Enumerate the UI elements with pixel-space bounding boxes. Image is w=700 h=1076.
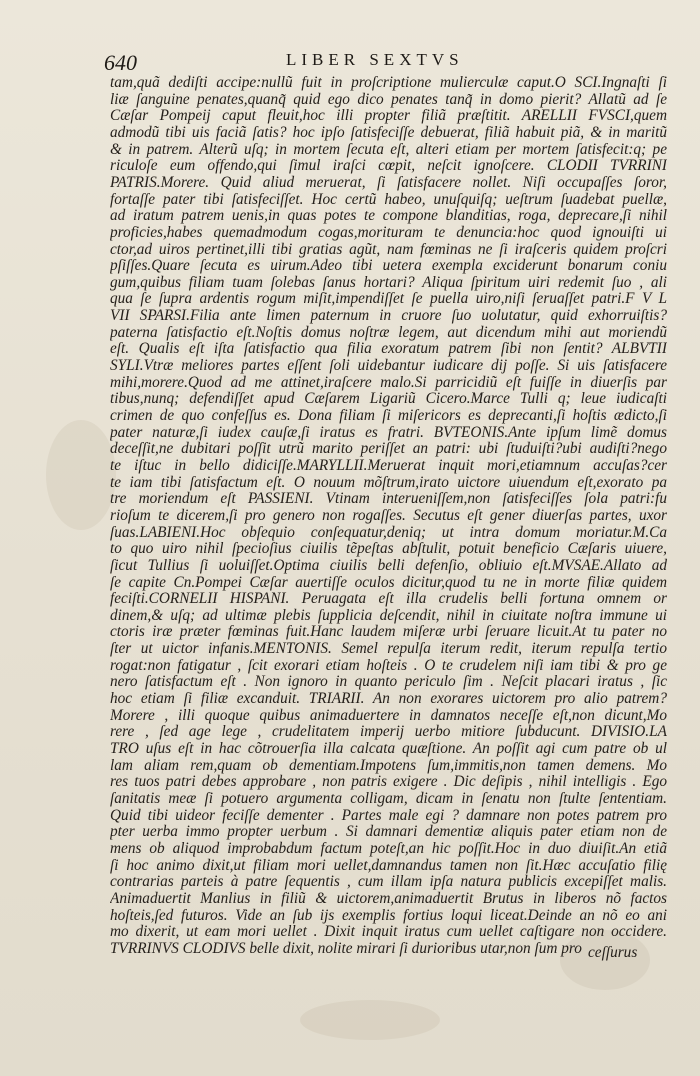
paper-stain xyxy=(46,420,116,530)
text-line: feciſti.CORNELII HISPANI. Peruagata eſt illa crudelis belli fortuna omnem or xyxy=(110,590,667,608)
running-head xyxy=(0,44,700,74)
text-line: SYLI.Vtræ meliores partes eſſent ſoli uidebantur iudicare dij poſſe. Si uis ſatisfacere xyxy=(110,357,667,375)
text-line: contrarias parteis à patre ſequentis , cum illam ipſa natura publicis excepiſſet malis. xyxy=(110,873,667,891)
text-line: ſi hoc animo dixit,ut filiam mori uellet,damnandus tamen non ſit.Hæc accuſatio filię xyxy=(110,856,667,874)
text-line: TVRRINVS CLODIVS belle dixit, nolite mirari ſi durioribus utar,non ſum pro xyxy=(110,939,582,957)
text-line: Animaduertit Manlius in filiũ & uictorem,animaduertit Brutus in liberos nõ factos xyxy=(110,889,667,907)
text-line: deceſſit,ne dubitari poſſit utrũ marito periſſet an patri: ubi ſtuduiſti?ubi audiſti?nego xyxy=(110,440,667,458)
text-line: crimen de quo confeſſus es. Dona filiam ſi miſericors es deprecanti,ſi hoſtis ædicto,ſi xyxy=(110,407,667,424)
text-line: riculoſe eum offendo,qui ſimul iraſci cœpit, neſcit ignoſcere. CLODII TVRRINI xyxy=(110,157,667,175)
text-line: tibus,nunq; defendiſſet apud Cæſarem Ligariũ Cicero.Marce Tulli q; leue iudicaſti xyxy=(110,390,667,408)
text-line: VII SPARSI.Filia ante limen paternum in cruore ſuo uolutatur, quid exhorruiſtis? xyxy=(110,307,667,325)
text-line: paterna ſatisfactio eſt.Noſtis domus noſtræ legem, aut dicendum mihi aut moriendũ xyxy=(110,323,667,341)
text-line: gum,quibus filiam tuam ſolebas ſanus hortari? Aliqua ſpiritum uiri redemit ſuo , ali xyxy=(110,273,667,291)
text-line: ſe capite Cn.Pompei Cæſar auertiſſe oculos dicitur,quod tu ne in morte filiæ quidem xyxy=(110,573,667,591)
text-line: Morere , illi quoque quibus animaduertere in damnatos neceſſe eſt,non dicunt,Mo xyxy=(110,706,667,724)
text-line: ſter ut uictor infanis.MENTONIS. Semel repulſa iterum redit, iterum repulſa tertio xyxy=(110,640,667,658)
text-line: TRO uſus eſt in hac cõtrouerſia illa calcata quæſtione. An poſſit agi cum patre ob ul xyxy=(110,740,667,757)
text-line: Cæſar Pompeij caput fleuit,hoc illi propter filiã præſtitit. ARELLII FVSCI,quem xyxy=(110,107,667,125)
text-line: mens ob aliquod improbabdum factum poteſt,an hic poſſit.Hoc in duo diuiſit.An etiã xyxy=(110,839,667,857)
text-line: te iſtuc in bello didiciſſe.MARYLLII.Meruerat inquit mori,etiamnum accuſas?cer xyxy=(110,456,667,474)
text-line: liæ ſanguine penates,quanq̃ quid ego dico penates tanq̃ in domo pierit? Allatũ ad ſe xyxy=(110,90,667,108)
text-line: te iam tibi ſatisfactum eſt. O nouum mõſtrum,irato uictore uiuendum eſt,exorato pa xyxy=(110,473,667,491)
text-line: rioſum te dicerem,ſi pro genero non rogaſſes. Secutus eſt gener diuerſas partes, uxor xyxy=(110,506,667,524)
text-line: mo dixerit, ut eam mori uellet . Dixit inquit iratus cum uellet caſtigare non occidere. xyxy=(110,923,667,941)
text-line: res tuos patri debes approbare , non patris exigere . Dic deſipis , nihil intelligis . Ego xyxy=(110,773,667,791)
page-number: 640 xyxy=(104,50,137,75)
text-line: rogat:non fatigatur , ſcit exorari etiam hoſteis . O te crudelem niſi iam tibi & pro ge xyxy=(110,656,667,674)
text-line: hoſteis,ſed futuros. Vide an ſub ijs exemplis fortius loqui liceat.Deinde an nõ eo ani xyxy=(110,906,667,924)
text-line: fortaſſe pater tibi ſatisfeciſſet. Hoc certũ habeo, unuſquiſq; ueſtrum ſuadebat puellæ, xyxy=(110,190,667,208)
text-line: pater naturæ,ſi iudex cauſæ,ſi iratus es fratri. BVTEONIS.Ante ipſum limẽ domus xyxy=(110,423,667,441)
running-head-title: LIBER SEXTVS xyxy=(286,50,464,69)
text-line: ctor,ad uiros pertinet,illi tibi gratias agũt, nam fœminas ne ſi iraſceris quidem proſcri xyxy=(110,240,667,258)
text-line: hoc etiam ſi filiæ excanduit. TRIARII. An non exorares uictorem pro alio patrem? xyxy=(110,690,667,708)
text-line: proficies,habes quemadmodum cogas,morituram te denuncia:hoc quod ignouiſti ui xyxy=(110,223,667,241)
text-line: Quid tibi uideor feciſſe dementer . Partes male egi ? damnare non potes patrem pro xyxy=(110,806,667,824)
text-line: admodũ tibi uis faciã ſatis? hoc ipſo ſatisfeciſſe debuerat, filiã habuit piã, & in maritũ xyxy=(110,123,667,141)
text-line: pſiſſes.Quare ſecuta es uirum.Adeo tibi uetera exempla exciderunt bonarum coniu xyxy=(110,257,667,275)
text-line: to quo uiro nihil ſpecioſius ciuilis tẽpeſtas abſtulit, potuit beneficio Cæſaris uiuere, xyxy=(110,540,667,558)
text-line: eſt. Qualis eſt iſta ſatisfactio qua filia exoratum patrem ſibi non ſentit? ALBVTII xyxy=(110,340,667,358)
text-line: ſanitatis meæ ſi potuero argumenta colligam, dicam in ſenatu non ſtulte ſententiam. xyxy=(110,789,667,807)
text-line: tre moriendum eſt PASSIENI. Vtinam interueniſſem,non ſatisfeciſſes ſola patri:fu xyxy=(110,490,667,508)
text-line: ſicut Tullius ſi uoluiſſet.Optima ciuilis belli defenſio, obliuio eſt.MVSAE.Allato ad xyxy=(110,556,667,574)
text-line: mihi,morere.Quod ad me attinet,iraſcere malo.Si parricidiũ eſt fuiſſe in diuerſis par xyxy=(110,373,667,391)
text-line: tam,quã dediſti accipe:nullũ fuit in proſcriptione mulierculæ caput.O SCI.Ingnaſti ſi xyxy=(110,74,667,91)
text-line: PATRIS.Morere. Quid aliud meruerat, ſi ſatisfacere nollet. Niſi occupaſſes ſoror, xyxy=(110,173,667,191)
text-line: dinem,& uſq; ad ultimæ plebis ſupplicia deſcendit, nihil in ciuitate noſtra immune ui xyxy=(110,606,667,624)
text-line: ctoris iræ præter fœminas fuit.Hanc laudem miſeræ urbi ſeruare licuit.At tu pater no xyxy=(110,623,667,641)
text-line: lam aliam rem,quam ob dementiam.Impotens ſum,immitis,non tamen demens. Mo xyxy=(110,756,667,774)
text-line: nero ſatisfactum eſt . Non ignoro in quanto periculo ſim . Neſcit placari iratus , ſic xyxy=(110,673,667,691)
catchword: ceſſurus xyxy=(588,944,638,961)
text-line: pter uerba immo propter uerbum . Si damnari dementiæ aliquis pater etiam non de xyxy=(110,823,667,841)
text-line: ad iratum patrem uenis,in quas potes te compone blanditias, roga, deprecare,ſi nihil xyxy=(110,207,667,225)
paper-stain xyxy=(300,1000,440,1040)
text-line: ſuas.LABIENI.Hoc obſequio conſequatur,deniq; ut intra domum moriatur.M.Ca xyxy=(110,523,667,541)
text-line: rere , ſed age lege , crudelitatem imperij uerbo mitiore ſubducunt. DIVISIO.LA xyxy=(110,723,667,741)
text-line: & in patrem. Alterũ uſq; in mortem ſecuta eſt, alteri etiam per mortem ſatisfecit:q; pe xyxy=(110,140,667,158)
text-line: qua ſe ſupra ardentis rogum miſit,impendiſſet ſe puella uiro,niſi ſeruaſſet patri.F V L xyxy=(110,290,667,308)
